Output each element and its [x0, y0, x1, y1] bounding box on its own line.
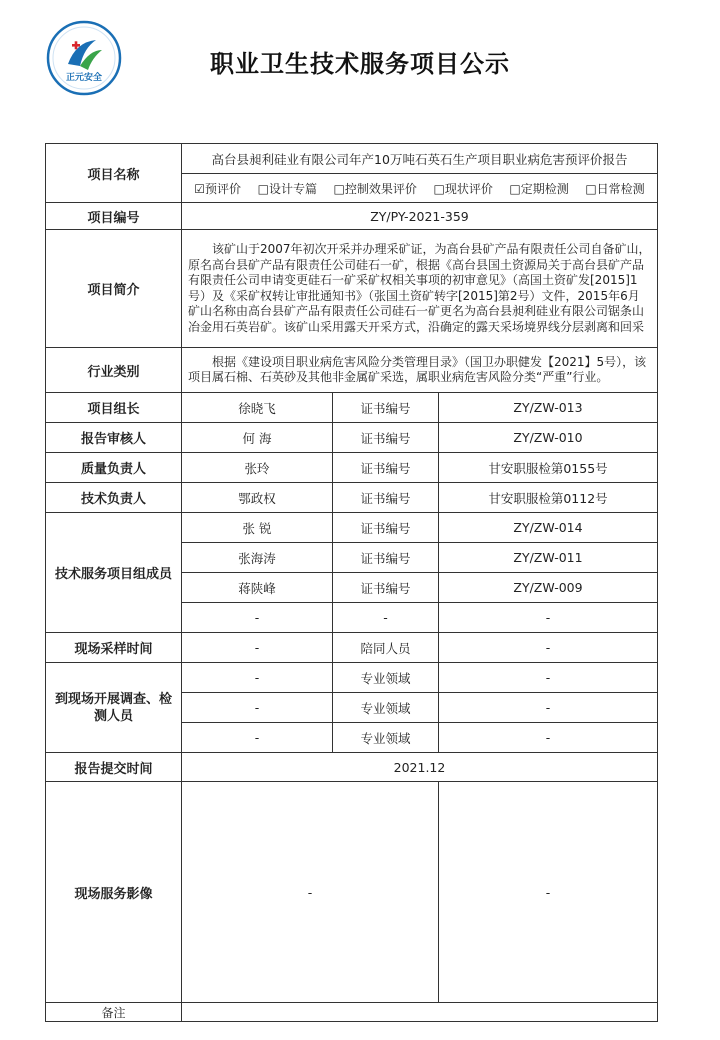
submit-time-value: 2021.12	[181, 752, 658, 782]
project-table	[45, 143, 658, 1022]
logo-text: 正元安全	[65, 73, 103, 83]
tech-manager-label: 技术负责人	[45, 482, 182, 513]
submit-time-label: 报告提交时间	[45, 752, 182, 782]
team-member-name: 蒋陕峰	[181, 572, 333, 603]
team-member-name: 张 锐	[181, 512, 333, 543]
remark-value	[181, 1002, 658, 1022]
team-member-cert: -	[438, 602, 658, 633]
survey-staff-field: -	[438, 692, 658, 723]
industry-label: 行业类别	[45, 347, 182, 393]
project-name-label: 项目名称	[45, 143, 182, 203]
survey-staff-field: -	[438, 662, 658, 693]
option-periodic-test[interactable]: □定期检测	[509, 181, 569, 196]
cert-label: 证书编号	[332, 512, 439, 543]
option-control-effect[interactable]: □控制效果评价	[333, 181, 417, 196]
option-checkbox-icon: ☑	[194, 181, 206, 196]
sampling-time-label: 现场采样时间	[45, 632, 182, 663]
cert-label: 证书编号	[332, 392, 439, 423]
option-status-evaluation[interactable]: □现状评价	[433, 181, 493, 196]
sampling-time-value: -	[181, 632, 333, 663]
option-checkbox-icon: □	[333, 181, 345, 196]
option-checkbox-icon: □	[433, 181, 445, 196]
option-daily-test[interactable]: □日常检测	[585, 181, 645, 196]
team-member-cert-label: -	[332, 602, 439, 633]
team-member-cert: ZY/ZW-011	[438, 542, 658, 573]
survey-staff-field: -	[438, 722, 658, 753]
field-label: 专业领域	[332, 722, 439, 753]
page-title: 职业卫生技术服务项目公示	[210, 50, 510, 78]
option-checkbox-icon: □	[585, 181, 597, 196]
quality-manager-name: 张玲	[181, 452, 333, 483]
survey-staff-name: -	[181, 662, 333, 693]
field-label: 专业领域	[332, 692, 439, 723]
leader-cert: ZY/ZW-013	[438, 392, 658, 423]
reviewer-name: 何 海	[181, 422, 333, 453]
site-image-left: -	[181, 781, 439, 1003]
project-intro-label: 项目简介	[45, 229, 182, 348]
option-design[interactable]: □设计专篇	[257, 181, 317, 196]
cert-label: 证书编号	[332, 572, 439, 603]
field-label: 专业领域	[332, 662, 439, 693]
site-image-right: -	[438, 781, 658, 1003]
industry-text: 根据《建设项目职业病危害风险分类管理目录》（国卫办职健发【2021】5号），该项目属石棉、石英砂及其他非金属矿采选，属职业病危害风险分类“严重”行业。	[181, 347, 658, 393]
cert-label: 证书编号	[332, 452, 439, 483]
project-code-label: 项目编号	[45, 202, 182, 230]
quality-manager-label: 质量负责人	[45, 452, 182, 483]
leader-name: 徐晓飞	[181, 392, 333, 423]
team-member-name: -	[181, 602, 333, 633]
site-images-label: 现场服务影像	[45, 781, 182, 1003]
tech-manager-cert: 甘安职服检第0112号	[438, 482, 658, 513]
survey-staff-name: -	[181, 692, 333, 723]
option-pre-evaluation[interactable]: ☑预评价	[194, 181, 242, 196]
team-member-cert: ZY/ZW-009	[438, 572, 658, 603]
project-intro-text: 该矿山于2007年初次开采并办理采矿证，为高台县矿产品有限责任公司自备矿山，原名高台县矿产品有限责任公司硅石一矿，根据《高台县国土资源局关于高台县矿产品有限责任公司申请变更硅石一矿采矿权相关事项的初审意见》（高国土资矿发[2015]1号）及《采矿权转让审批通知书》（张国土资矿转字[2015]第2号）文件，2015年6月矿山名称由高台县矿产品有限责任公司硅石一矿更名为高台县昶利硅业有限公司锯条山冶金用石英岩矿。该矿山采用露天开采方式，沿确定的露天采场境界线分层剥离和回采	[181, 229, 658, 348]
option-checkbox-icon: □	[509, 181, 521, 196]
cert-label: 证书编号	[332, 482, 439, 513]
project-type-options	[181, 173, 658, 203]
option-checkbox-icon: □	[257, 181, 269, 196]
remark-label: 备注	[45, 1002, 182, 1022]
team-label: 技术服务项目组成员	[45, 512, 182, 633]
survey-staff-label: 到现场开展调查、检测人员	[45, 662, 182, 753]
reviewer-cert: ZY/ZW-010	[438, 422, 658, 453]
companion-value: -	[438, 632, 658, 663]
quality-manager-cert: 甘安职服检第0155号	[438, 452, 658, 483]
team-member-name: 张海涛	[181, 542, 333, 573]
cert-label: 证书编号	[332, 542, 439, 573]
cert-label: 证书编号	[332, 422, 439, 453]
leader-label: 项目组长	[45, 392, 182, 423]
team-member-cert: ZY/ZW-014	[438, 512, 658, 543]
survey-staff-name: -	[181, 722, 333, 753]
project-name-value: 高台县昶利硅业有限公司年产10万吨石英石生产项目职业病危害预评价报告	[181, 143, 658, 174]
tech-manager-name: 鄂政权	[181, 482, 333, 513]
reviewer-label: 报告审核人	[45, 422, 182, 453]
companion-label: 陪同人员	[332, 632, 439, 663]
project-code-value: ZY/PY-2021-359	[181, 202, 658, 230]
